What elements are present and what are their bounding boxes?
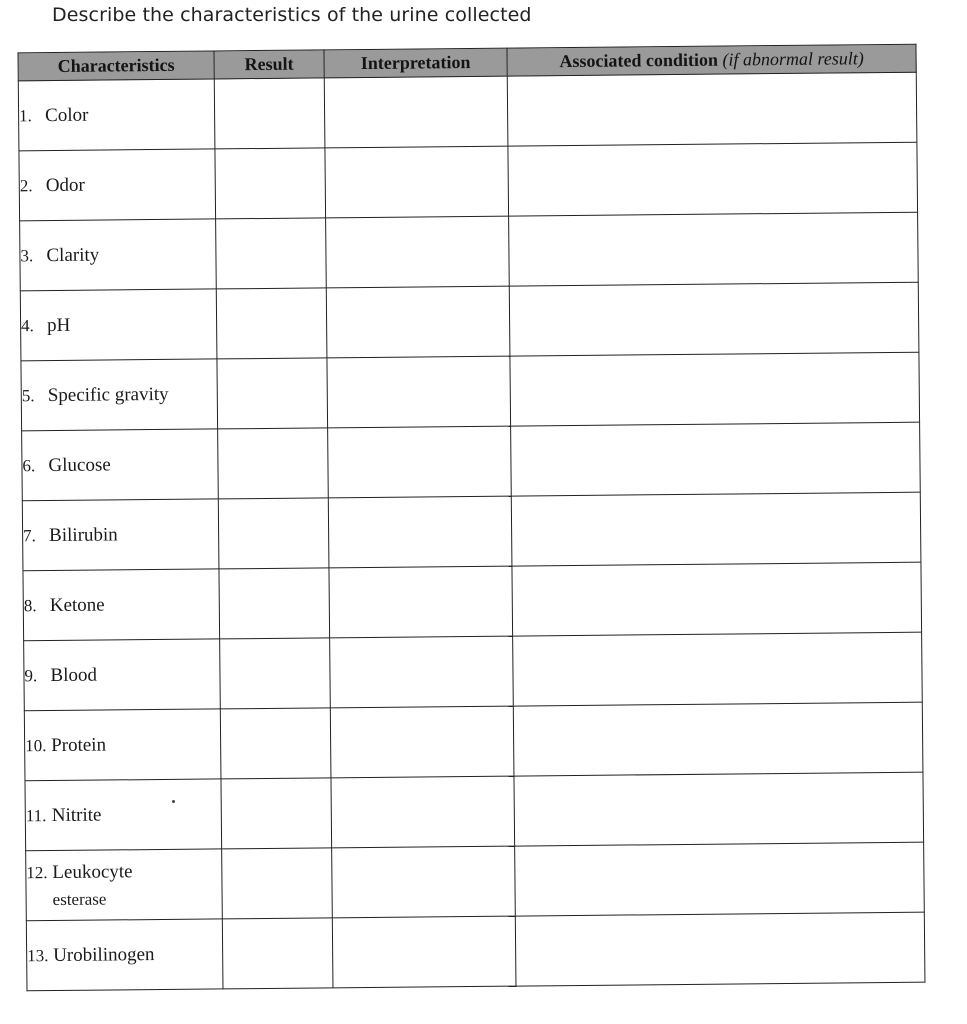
row-number: 12. — [26, 862, 48, 882]
row-number: 13. — [27, 946, 49, 966]
table-row — [20, 212, 919, 291]
characteristic-cell — [26, 849, 223, 921]
row-number: 8. — [23, 596, 37, 616]
characteristic-label: Leukocyte — [52, 860, 133, 883]
table-row — [22, 422, 921, 501]
table-row — [25, 772, 924, 851]
characteristic-label: Color — [44, 104, 89, 127]
characteristic-label: Glucose — [48, 454, 111, 477]
characteristic-label-continued: esterase — [52, 889, 107, 909]
associated-condition-cell[interactable] — [511, 422, 921, 496]
row-number: 1. — [19, 106, 32, 126]
characteristic-label: Odor — [45, 174, 85, 197]
characteristic-cell — [24, 709, 221, 781]
row-number: 7. — [23, 526, 36, 546]
interpretation-cell[interactable] — [331, 776, 515, 848]
header-interpretation: Interpretation — [324, 48, 507, 78]
interpretation-cell[interactable] — [330, 706, 514, 778]
characteristic-cell — [19, 149, 216, 221]
result-cell[interactable] — [218, 498, 329, 569]
row-number: 2. — [19, 176, 33, 196]
header-result: Result — [214, 50, 324, 79]
interpretation-cell[interactable] — [328, 496, 512, 568]
interpretation-cell[interactable] — [332, 916, 516, 988]
associated-condition-cell[interactable] — [509, 282, 919, 356]
characteristic-label: Nitrite — [51, 804, 102, 827]
interpretation-cell[interactable] — [325, 146, 509, 218]
characteristic-label: Blood — [50, 664, 98, 687]
table-row — [20, 282, 919, 361]
header-associated-label: Associated condition — [559, 49, 719, 72]
result-cell[interactable] — [215, 148, 326, 219]
row-number: 4. — [21, 316, 34, 336]
interpretation-cell[interactable] — [327, 356, 511, 428]
characteristic-label: pH — [47, 314, 71, 337]
table-row — [26, 912, 925, 991]
result-cell[interactable] — [216, 218, 327, 289]
interpretation-cell[interactable] — [330, 636, 514, 708]
interpretation-cell[interactable] — [329, 566, 513, 638]
table-row — [26, 842, 925, 921]
table-row — [21, 352, 920, 431]
interpretation-cell[interactable] — [326, 286, 510, 358]
result-cell[interactable] — [222, 848, 333, 919]
row-number: 3. — [20, 246, 34, 266]
characteristic-label: Specific gravity — [47, 383, 169, 407]
page-title: Describe the characteristics of the urine collected — [52, 4, 532, 26]
interpretation-cell[interactable] — [326, 216, 510, 288]
worksheet — [17, 44, 924, 997]
row-number: 11. — [25, 806, 47, 826]
header-characteristics: Characteristics — [18, 51, 214, 81]
table-row — [23, 562, 922, 641]
table-row — [22, 492, 921, 571]
characteristic-label: Bilirubin — [49, 524, 118, 547]
characteristic-cell — [26, 919, 223, 991]
result-cell[interactable] — [222, 918, 333, 989]
table-row — [24, 632, 923, 711]
result-cell[interactable] — [218, 428, 329, 499]
characteristic-label: Urobilinogen — [53, 944, 155, 967]
table-row — [19, 142, 918, 221]
result-cell[interactable] — [214, 78, 325, 149]
characteristic-cell — [20, 219, 217, 291]
row-number: 9. — [24, 666, 38, 686]
row-number: 5. — [21, 386, 35, 406]
associated-condition-cell[interactable] — [509, 212, 919, 286]
associated-condition-cell[interactable] — [513, 632, 923, 706]
interpretation-cell[interactable] — [332, 846, 516, 918]
urine-characteristics-table — [17, 44, 925, 992]
associated-condition-cell[interactable] — [511, 492, 921, 566]
row-number: 10. — [25, 736, 47, 756]
result-cell[interactable] — [217, 358, 328, 429]
characteristic-label: Protein — [51, 734, 107, 757]
characteristic-cell — [22, 499, 219, 571]
characteristic-cell — [21, 359, 218, 431]
characteristic-label: Clarity — [46, 244, 100, 267]
table-row — [18, 72, 917, 151]
characteristic-cell — [24, 639, 221, 711]
characteristic-cell — [22, 429, 219, 501]
result-cell[interactable] — [220, 638, 331, 709]
result-cell[interactable] — [221, 778, 332, 849]
associated-condition-cell[interactable] — [507, 72, 917, 146]
result-cell[interactable] — [220, 708, 331, 779]
associated-condition-cell[interactable] — [515, 842, 925, 916]
interpretation-cell[interactable] — [328, 426, 512, 498]
result-cell[interactable] — [216, 288, 327, 359]
characteristic-cell — [25, 779, 222, 851]
characteristic-label-wrap — [52, 858, 132, 886]
associated-condition-cell[interactable] — [514, 772, 924, 846]
associated-condition-cell[interactable] — [508, 142, 918, 216]
characteristic-label: Ketone — [49, 594, 105, 617]
associated-condition-cell[interactable] — [510, 352, 920, 426]
characteristic-cell — [23, 569, 220, 641]
paper-speck — [172, 800, 175, 803]
associated-condition-cell[interactable] — [515, 912, 925, 986]
row-number: 6. — [22, 456, 36, 476]
associated-condition-cell[interactable] — [513, 702, 923, 776]
header-associated-condition — [507, 44, 916, 76]
characteristic-cell — [18, 79, 215, 151]
header-associated-note: (if abnormal result) — [722, 48, 864, 70]
interpretation-cell[interactable] — [324, 76, 508, 148]
characteristic-cell — [20, 289, 217, 361]
result-cell[interactable] — [219, 568, 330, 639]
table-row — [24, 702, 923, 781]
associated-condition-cell[interactable] — [512, 562, 922, 636]
